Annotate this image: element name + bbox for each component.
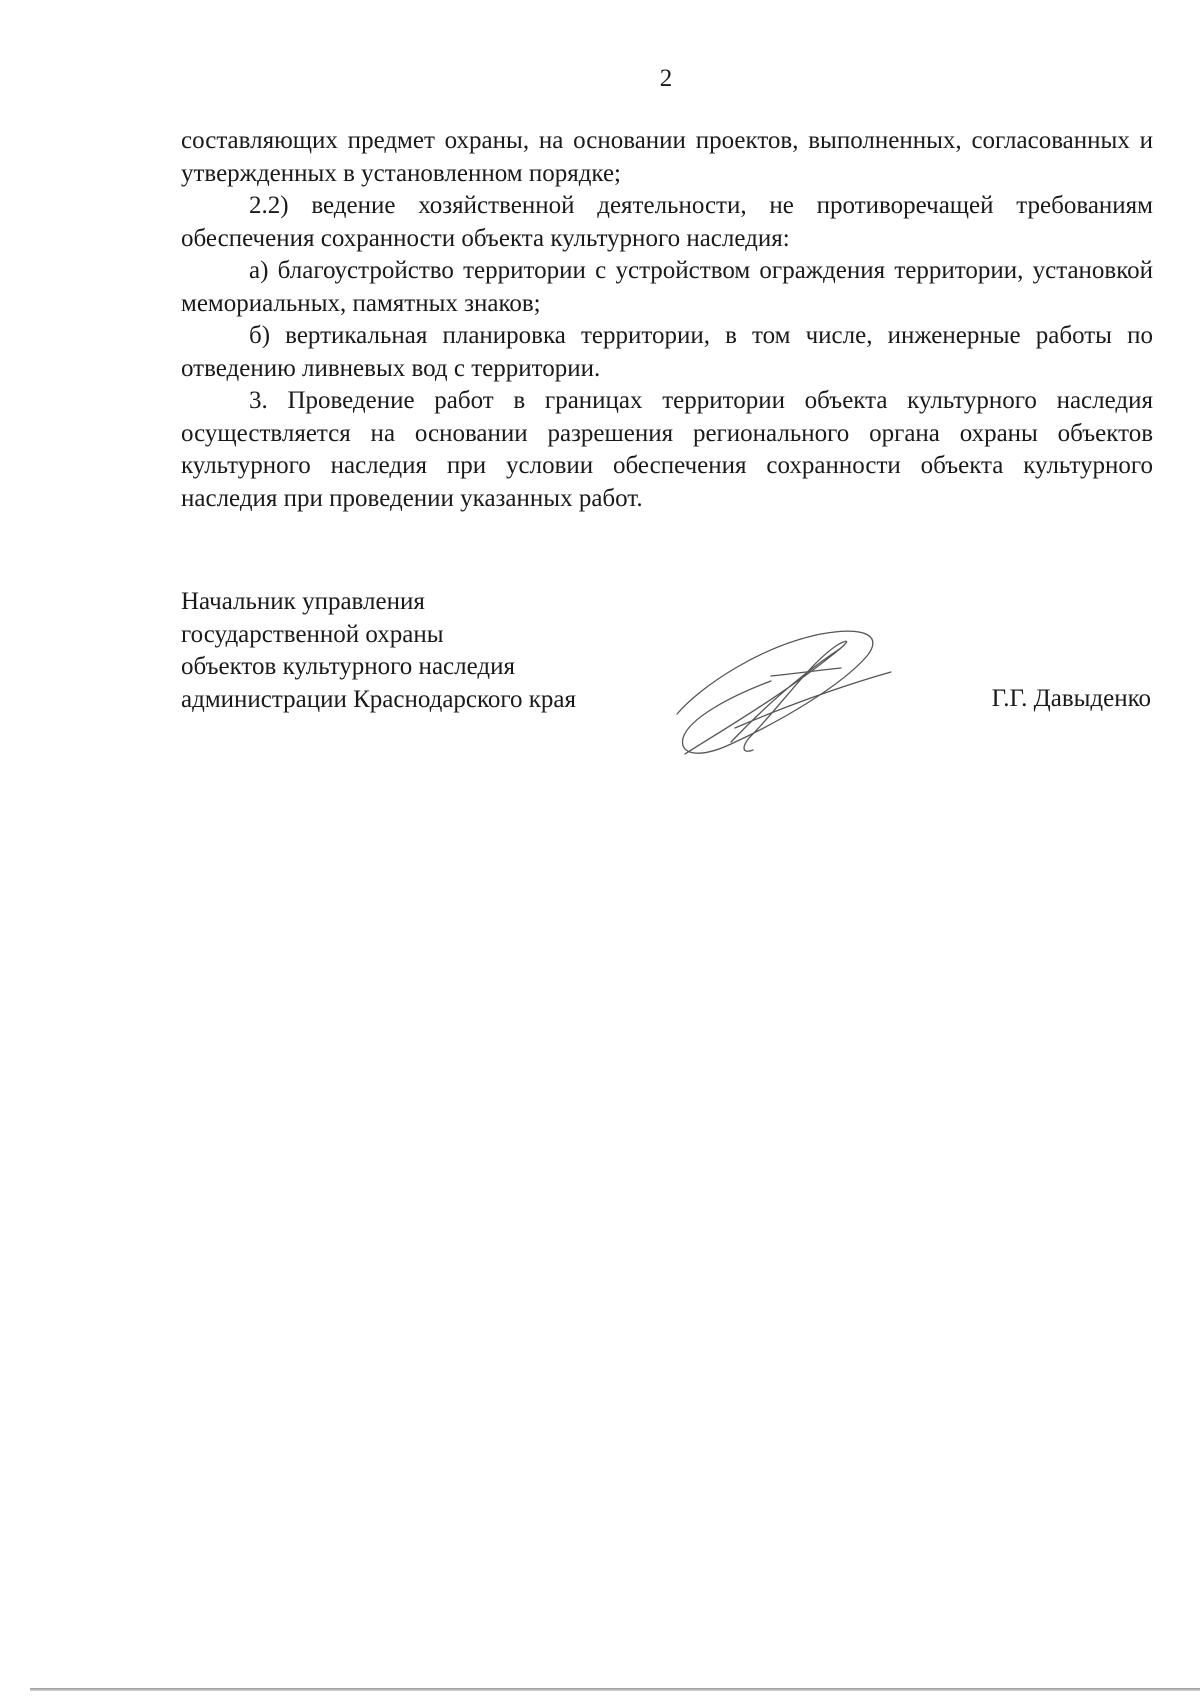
paragraph-continuation: составляющих предмет охраны, на основании проектов, выполненных, согласованных и утвержденных в установленном порядке; (181, 127, 1153, 187)
handwritten-signature (671, 626, 901, 766)
paragraph-3: 3. Проведение работ в границах территории объекта культурного наследия осуществляется на основании разрешения регионального органа охраны объектов культурного наследия при условии обеспечения сохранности объекта культурного наследия при проведении указанных работ. (181, 387, 1153, 512)
document-body (181, 125, 1153, 515)
signatory-title-line: объектов культурного наследия (181, 653, 515, 680)
page-number: 2 (659, 65, 673, 92)
signatory-title-line: Начальник управления (181, 588, 425, 615)
scan-edge-line (30, 1688, 1200, 1691)
paragraph-2-2: 2.2) ведение хозяйственной деятельности, не противоречащей требованиям обеспечения сохранности объекта культурного наследия: (181, 192, 1153, 252)
paragraph-item-b: б) вертикальная планировка территории, в том числе, инженерные работы по отведению ливневых вод с территории. (181, 322, 1153, 382)
signature-block (181, 586, 1153, 756)
paragraph-item-a: а) благоустройство территории с устройством ограждения территории, установкой мемориальных, памятных знаков; (181, 257, 1153, 317)
signatory-title (181, 586, 576, 716)
signatory-title-line: администрации Краснодарского края (181, 685, 577, 713)
signatory-name: Г.Г. Давыденко (991, 685, 1151, 712)
signatory-title-line: государственной охраны (181, 620, 444, 648)
